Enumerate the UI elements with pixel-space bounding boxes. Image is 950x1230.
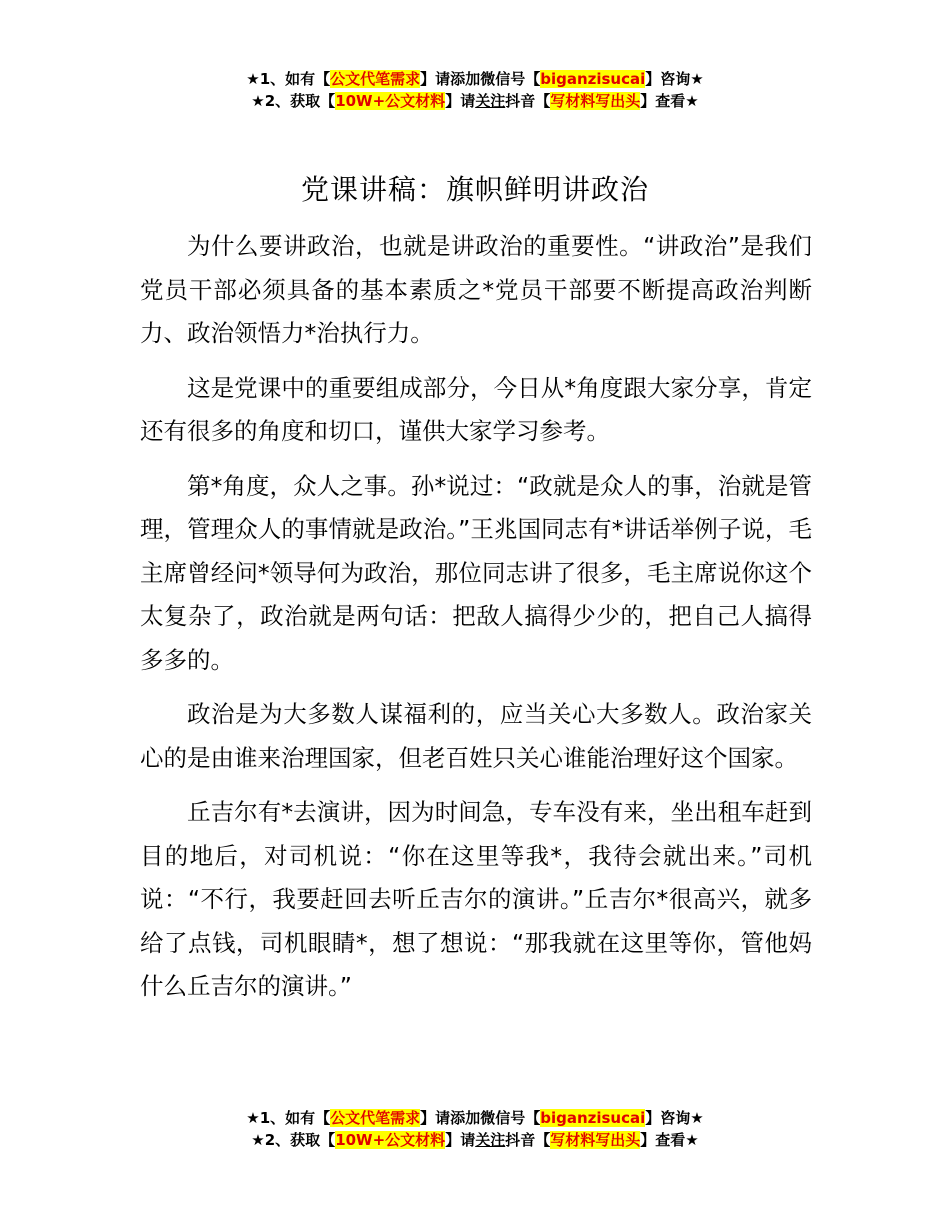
- highlight-materials-text: 10W+公文材料: [335, 92, 446, 110]
- wechat-id-text: biganzisucai: [540, 70, 646, 88]
- highlight-materials-text: 10W+公文材料: [335, 1131, 446, 1149]
- banner-emphasis-text: 关注: [475, 1131, 506, 1149]
- banner-line-2: [0, 90, 950, 112]
- banner-emphasis-text: 加: [465, 1109, 481, 1127]
- banner-text: 】请: [445, 1131, 476, 1149]
- banner-text: 抖音【: [505, 1131, 551, 1149]
- banner-text: 】查看★: [640, 92, 699, 110]
- banner-text: ★1、如有【: [246, 1109, 331, 1127]
- banner-text: 】查看★: [640, 1131, 699, 1149]
- douyin-account-text: 写材料写出头: [550, 92, 641, 110]
- douyin-account-text: 写材料写出头: [550, 1131, 641, 1149]
- paragraph: 这是党课中的重要组成部分，今日从*角度跟大家分享，肯定还有很多的角度和切口，谨供大家学习参考。: [140, 373, 812, 445]
- banner-text: 】请: [445, 92, 476, 110]
- paragraph: 为什么要讲政治，也就是讲政治的重要性。“讲政治”是我们党员干部必须具备的基本素质之*党员干部要不断提高政治判断力、政治领悟力*治执行力。: [140, 232, 812, 347]
- banner-text: ★2、获取【: [251, 92, 336, 110]
- highlight-service-text: 公文代笔需求: [330, 1109, 421, 1127]
- banner-text: 微信号【: [480, 70, 541, 88]
- banner-text: 微信号【: [480, 1109, 541, 1127]
- wechat-id-text: biganzisucai: [540, 1109, 646, 1127]
- banner-text: 抖音【: [505, 92, 551, 110]
- banner-text: ★2、获取【: [251, 1131, 336, 1149]
- banner-emphasis-text: 加: [465, 70, 481, 88]
- banner-text: 】请添: [420, 1109, 466, 1127]
- banner-line-2: [0, 1129, 950, 1151]
- highlight-service-text: 公文代笔需求: [330, 70, 421, 88]
- document-title: 党课讲稿：旗帜鲜明讲政治: [300, 173, 649, 206]
- banner-text: ★1、如有【: [246, 70, 331, 88]
- paragraph: 政治是为大多数人谋福利的，应当关心大多数人。政治家关心的是由谁来治理国家，但老百姓只关心谁能治理好这个国家。: [140, 700, 812, 772]
- banner-line-1: [0, 1107, 950, 1129]
- footer-banner: [0, 1107, 950, 1151]
- header-banner: [0, 68, 950, 112]
- banner-emphasis-text: 关注: [475, 92, 506, 110]
- banner-text: 】咨询★: [645, 70, 704, 88]
- banner-text: 】请添: [420, 70, 466, 88]
- paragraph: 第*角度，众人之事。孙*说过：“政就是众人的事，治就是管理，管理众人的事情就是政治。”王兆国同志有*讲话举例子说，毛主席曾经问*领导何为政治，那位同志讲了很多，毛主席说你这个太复杂了，政治就是两句话：把敌人搞得少少的，把自己人搞得多多的。: [140, 471, 812, 674]
- paragraph: 丘吉尔有*去演讲，因为时间急，专车没有来，坐出租车赶到目的地后，对司机说：“你在这里等我*，我待会就出来。”司机说：“不行，我要赶回去听丘吉尔的演讲。”丘吉尔*很高兴，就多给了点钱，司机眼睛*，想了想说：“那我就在这里等你，管他妈什么丘吉尔的演讲。”: [140, 798, 812, 1000]
- document-body: [140, 225, 812, 1020]
- banner-line-1: [0, 68, 950, 90]
- banner-text: 】咨询★: [645, 1109, 704, 1127]
